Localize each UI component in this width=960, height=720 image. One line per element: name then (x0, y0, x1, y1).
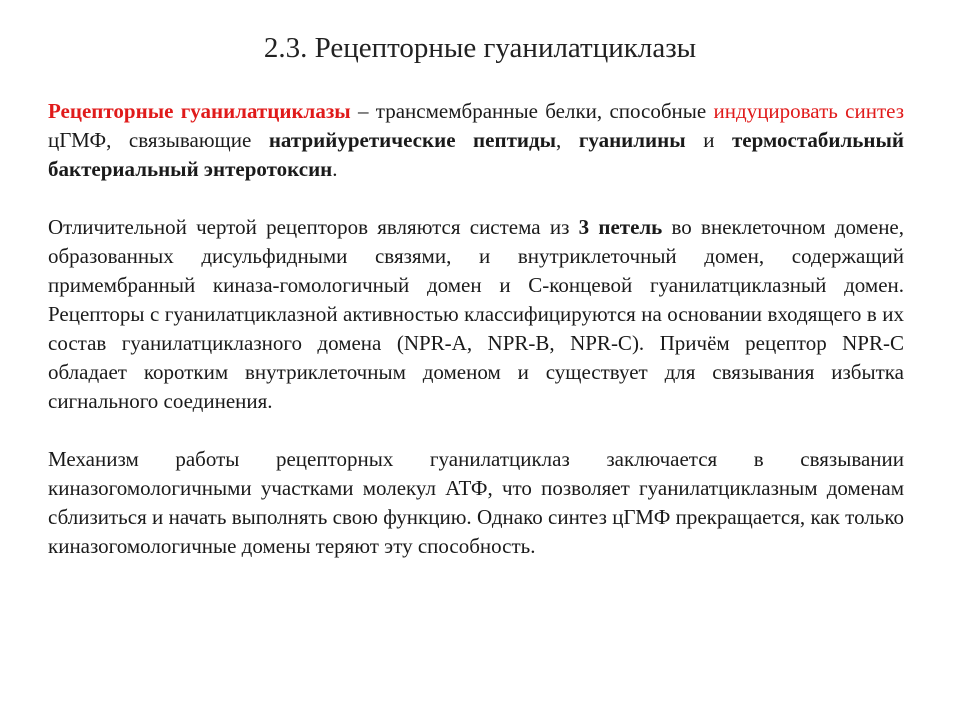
text-segment: цГМФ, связывающие (48, 128, 269, 152)
text-segment: Отличительной чертой рецепторов являются система из (48, 215, 579, 239)
term-three-loops: 3 петель (578, 215, 663, 239)
term-natriuretic-peptides: натрийуретические пептиды (268, 128, 557, 152)
paragraph-mechanism (48, 445, 904, 561)
term-guanylins: гуанилины (578, 128, 686, 152)
text-segment: – трансмембранные белки, способные (350, 99, 714, 123)
paragraph-definition (48, 97, 904, 184)
slide-title: 2.3. Рецепторные гуанилатциклазы (263, 32, 697, 64)
text-segment: во внеклеточном домене, образованных дисульфидными связями, и внутриклеточный домен, содержащий примембранный киназа-гомологичный домен и С-концевой гуанилатциклазный домен. Рецепторы с гуанилатциклазной активностью классифицируются на основании входящего в их состав гуанилатциклазного домена (NPR-A, NPR-B, NPR-C). Причём рецептор NPR-C обладает коротким внутриклеточным доменом и существует для связывания избытка сигнального соединения. (48, 215, 905, 413)
paragraph-structure (48, 213, 904, 416)
term-receptor-guanylate-cyclases: Рецепторные гуанилатциклазы (48, 99, 351, 123)
text-segment: . (332, 157, 338, 181)
text-segment: , (556, 128, 579, 152)
term-enterotoxin: термостабильный бактериальный энтеротоксин (48, 128, 904, 181)
text-segment: Механизм работы рецепторных гуанилатциклаз заключается в связывании киназогомологичными участками молекул АТФ, что позволяет гуанилатциклазным доменам сблизиться и начать выполнять свою функцию. Однако синтез цГМФ прекращается, как только киназогомологичные домены теряют эту способность. (48, 447, 904, 558)
term-induce-synthesis: индуцировать синтез (713, 99, 905, 123)
slide-body (48, 97, 904, 590)
text-segment: и (685, 128, 732, 152)
